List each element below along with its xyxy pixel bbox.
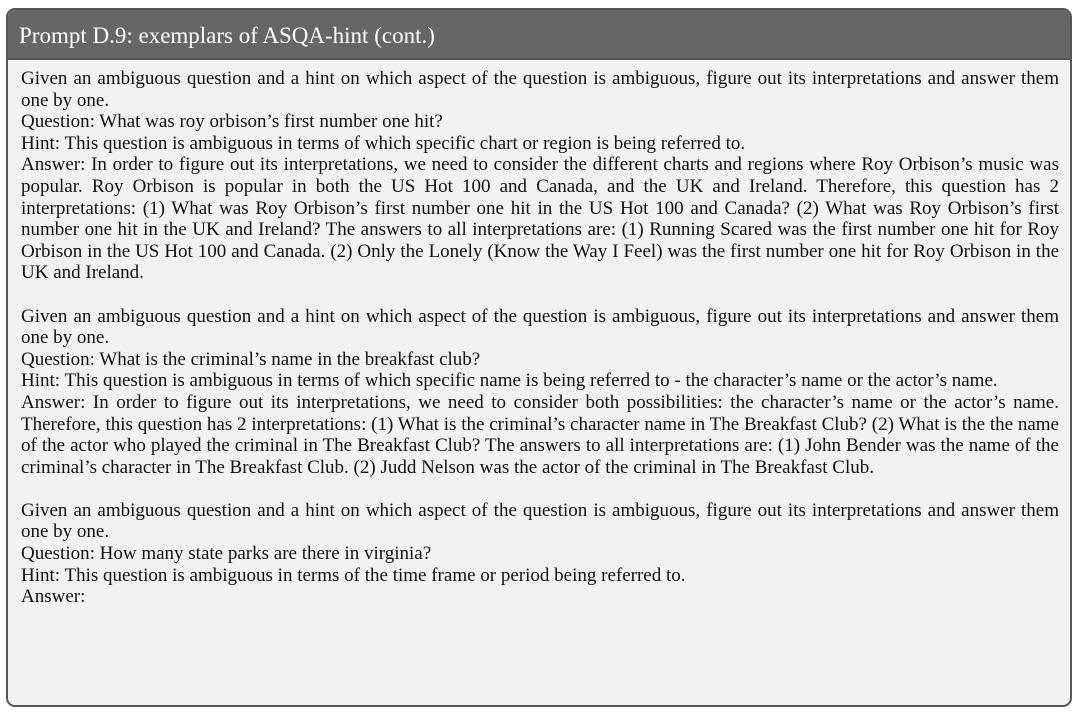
exemplar-virginia-parks [21,500,1059,608]
exemplar-answer: Answer: [21,586,86,608]
exemplar-instruction: Given an ambiguous question and a hint on which aspect of the question is ambiguous, figure out its interpretations and answer them one by one. [21,499,1059,543]
exemplar-hint: Hint: This question is ambiguous in terms of the time frame or period being referred to. [21,564,686,586]
prompt-header [8,10,1070,60]
prompt-box [6,8,1072,707]
exemplar-answer: Answer: In order to figure out its interpretations, we need to consider the different charts and regions where Roy Orbison’s music was popular. Roy Orbison is popular in both the US Hot 100 and Canada, and the UK and Ireland. Therefore, this question has 2 interpretations: (1) What was Roy Orbison’s first number one hit in the US Hot 100 and Canada? (2) What was Roy Orbison’s first number one hit in the UK and Ireland? The answers to all interpretations are: (1) Running Scared was the first number one hit for Roy Orbison in the US Hot 100 and Canada. (2) Only the Lonely (Know the Way I Feel) was the first number one hit for Roy Orbison in the UK and Ireland. [21,154,1059,284]
prompt-title: Prompt D.9: exemplars of ASQA-hint (cont.) [19,22,435,48]
exemplar-instruction: Given an ambiguous question and a hint on which aspect of the question is ambiguous, figure out its interpretations and answer them one by one. [21,305,1059,349]
exemplar-question: Question: What is the criminal’s name in the breakfast club? [21,348,481,370]
exemplar-question: Question: How many state parks are there in virginia? [21,543,432,565]
exemplar-roy-orbison [21,68,1059,284]
exemplar-hint: Hint: This question is ambiguous in terms of which specific chart or region is being referred to. [21,132,746,154]
prompt-body [8,60,1070,608]
exemplar-answer: Answer: In order to figure out its interpretations, we need to consider both possibilities: the character’s name or the actor’s name. Therefore, this question has 2 interpretations: (1) What is the criminal’s character name in The Breakfast Club? (2) What is the the name of the actor who played the criminal in The Breakfast Club? The answers to all interpretations are: (1) John Bender was the name of the criminal’s character in The Breakfast Club. (2) Judd Nelson was the actor of the criminal in The Breakfast Club. [21,391,1059,478]
exemplar-breakfast-club [21,306,1059,479]
exemplar-instruction: Given an ambiguous question and a hint on which aspect of the question is ambiguous, figure out its interpretations and answer them one by one. [21,68,1059,111]
exemplar-question: Question: What was roy orbison’s first number one hit? [21,111,443,133]
exemplar-hint: Hint: This question is ambiguous in terms of which specific name is being referred to - the character’s name or the actor’s name. [21,370,998,392]
